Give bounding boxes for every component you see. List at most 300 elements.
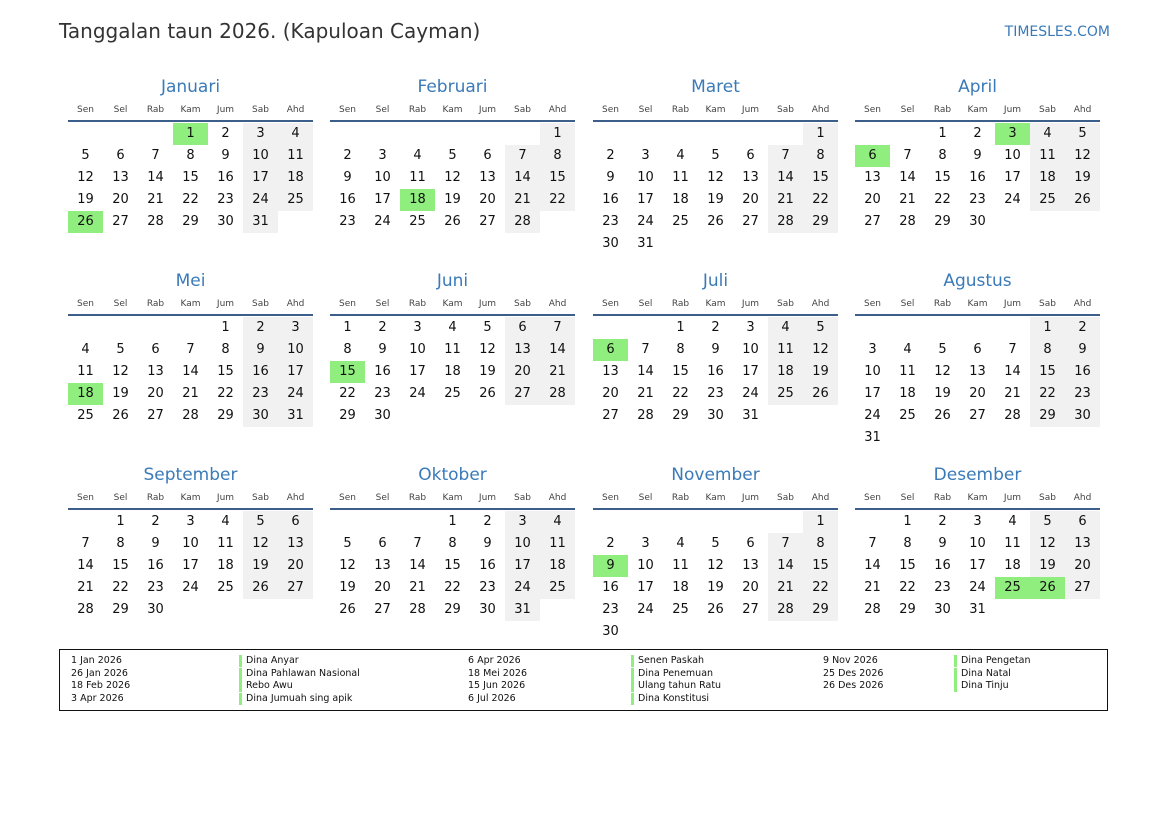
day-cell: 18	[672, 580, 689, 595]
day-cell: 7	[540, 317, 575, 339]
header-rule	[593, 314, 838, 316]
day-cell: 14	[409, 558, 426, 573]
day-cell: 22	[899, 580, 916, 595]
day-cell: 31	[505, 599, 540, 621]
empty-cell	[103, 123, 138, 145]
day-cell: 19	[112, 386, 129, 401]
day-cell: 27	[742, 602, 759, 617]
month-april	[855, 73, 1100, 233]
day-cell: 4	[81, 342, 90, 357]
day-cell: 29	[112, 602, 129, 617]
day-cell: 12	[339, 558, 356, 573]
weekday-label: Jum	[1003, 105, 1022, 115]
day-cell: 16	[374, 364, 391, 379]
day-cell: 11	[672, 558, 689, 573]
weekday-label: Rab	[408, 105, 427, 115]
month-name: Desember	[933, 465, 1022, 485]
day-grid	[330, 317, 575, 427]
weekday-label: Ahd	[1073, 299, 1092, 309]
day-cell: 15	[112, 558, 129, 573]
day-cell: 17	[637, 580, 654, 595]
weekday-header	[68, 100, 313, 120]
day-cell: 31	[637, 236, 654, 251]
day-cell: 27	[112, 214, 129, 229]
day-cell: 3	[413, 320, 422, 335]
day-cell: 12	[803, 339, 838, 361]
day-cell: 5	[116, 342, 125, 357]
day-cell: 17	[1004, 170, 1021, 185]
day-cell: 9	[606, 170, 615, 185]
day-cell: 5	[448, 148, 457, 163]
weekday-label: Kam	[180, 105, 201, 115]
day-cell: 28	[182, 408, 199, 423]
weekday-label: Rab	[146, 299, 165, 309]
weekday-label: Jum	[741, 493, 760, 503]
empty-cell	[593, 317, 628, 339]
weekday-header	[68, 294, 313, 314]
holiday-legend	[59, 649, 1108, 711]
day-cell: 21	[899, 192, 916, 207]
day-cell: 16	[707, 364, 724, 379]
empty-cell	[68, 511, 103, 533]
day-cell: 13	[742, 558, 759, 573]
day-cell: 1	[803, 123, 838, 145]
day-cell: 24	[637, 214, 654, 229]
day-cell: 1	[938, 126, 947, 141]
day-cell: 14	[768, 555, 803, 577]
day-cell: 22	[1030, 383, 1065, 405]
holiday-date: 1 Jan 2026	[71, 655, 122, 666]
day-cell: 8	[221, 342, 230, 357]
month-name: Oktober	[418, 465, 487, 485]
day-cell: 6	[116, 148, 125, 163]
weekday-label: Ahd	[1073, 105, 1092, 115]
day-cell: 29	[339, 408, 356, 423]
day-cell: 2	[606, 148, 615, 163]
header-rule	[68, 120, 313, 122]
day-cell: 20	[374, 580, 391, 595]
day-cell: 13	[479, 170, 496, 185]
day-cell: 31	[243, 211, 278, 233]
day-cell: 19	[707, 580, 724, 595]
day-cell: 20	[969, 386, 986, 401]
day-cell: 24	[409, 386, 426, 401]
weekday-header	[330, 488, 575, 508]
month-mei	[68, 267, 313, 427]
weekday-label: Ahd	[811, 493, 830, 503]
day-cell: 4	[413, 148, 422, 163]
day-cell: 16	[243, 361, 278, 383]
day-cell: 11	[899, 364, 916, 379]
day-grid	[68, 317, 313, 427]
day-cell: 5	[711, 148, 720, 163]
day-cell: 16	[602, 580, 619, 595]
day-cell: 28	[147, 214, 164, 229]
day-cell: 13	[147, 364, 164, 379]
weekday-label: Sen	[77, 493, 94, 503]
weekday-label: Ahd	[286, 493, 305, 503]
day-cell: 12	[1030, 533, 1065, 555]
day-cell: 28	[77, 602, 94, 617]
header-rule	[68, 314, 313, 316]
day-cell: 13	[1065, 533, 1100, 555]
holiday-name: Dina Pahlawan Nasional	[239, 668, 360, 680]
holiday-date: 25 Des 2026	[823, 667, 884, 679]
empty-cell	[890, 317, 925, 339]
day-cell: 14	[147, 170, 164, 185]
weekday-label: Kam	[705, 105, 726, 115]
day-cell: 22	[803, 189, 838, 211]
weekday-label: Sel	[900, 493, 915, 503]
weekday-label: Jum	[478, 105, 497, 115]
day-cell: 2	[243, 317, 278, 339]
day-cell: 23	[602, 602, 619, 617]
day-cell: 30	[374, 408, 391, 423]
day-cell: 18	[278, 167, 313, 189]
day-cell: 19	[243, 555, 278, 577]
day-cell: 4	[768, 317, 803, 339]
day-cell: 22	[339, 386, 356, 401]
weekday-label: Rab	[408, 299, 427, 309]
weekday-label: Rab	[671, 493, 690, 503]
weekday-label: Rab	[146, 493, 165, 503]
day-cell: 1	[903, 514, 912, 529]
day-cell: 10	[1004, 148, 1021, 163]
day-cell: 23	[1065, 383, 1100, 405]
empty-cell	[890, 123, 925, 145]
day-grid	[68, 123, 313, 233]
day-cell: 6	[746, 148, 755, 163]
day-cell: 21	[1004, 386, 1021, 401]
holiday-day-cell: 6	[593, 339, 628, 361]
day-cell: 17	[864, 386, 881, 401]
weekday-label: Ahd	[811, 105, 830, 115]
day-cell: 29	[217, 408, 234, 423]
day-cell: 9	[243, 339, 278, 361]
weekday-label: Ahd	[286, 105, 305, 115]
day-cell: 21	[864, 580, 881, 595]
day-cell: 12	[112, 364, 129, 379]
day-cell: 18	[768, 361, 803, 383]
day-cell: 3	[186, 514, 195, 529]
day-cell: 22	[672, 386, 689, 401]
day-cell: 19	[1030, 555, 1065, 577]
day-cell: 30	[602, 236, 619, 251]
header-rule	[68, 508, 313, 510]
day-cell: 26	[479, 386, 496, 401]
day-cell: 4	[676, 536, 685, 551]
holiday-date: 26 Des 2026	[823, 680, 884, 692]
empty-cell	[593, 123, 628, 145]
empty-cell	[855, 123, 890, 145]
empty-cell	[663, 123, 698, 145]
day-cell: 21	[182, 386, 199, 401]
day-cell: 13	[505, 339, 540, 361]
holiday-date: 15 Jun 2026	[468, 680, 526, 692]
holiday-day-cell: 3	[995, 123, 1030, 145]
day-cell: 5	[1065, 123, 1100, 145]
weekday-label: Sab	[252, 299, 269, 309]
weekday-label: Sel	[113, 493, 128, 503]
day-cell: 24	[505, 577, 540, 599]
holiday-day-cell: 18	[400, 189, 435, 211]
day-cell: 8	[803, 533, 838, 555]
day-cell: 14	[77, 558, 94, 573]
day-cell: 13	[374, 558, 391, 573]
day-grid	[593, 511, 838, 643]
weekday-label: Sab	[777, 299, 794, 309]
empty-cell	[330, 123, 365, 145]
day-cell: 10	[374, 170, 391, 185]
day-cell: 5	[711, 536, 720, 551]
day-cell: 23	[339, 214, 356, 229]
day-cell: 10	[505, 533, 540, 555]
day-cell: 15	[1030, 361, 1065, 383]
weekday-label: Sel	[900, 299, 915, 309]
day-cell: 20	[147, 386, 164, 401]
weekday-label: Sen	[77, 105, 94, 115]
day-cell: 10	[742, 342, 759, 357]
weekday-label: Jum	[478, 299, 497, 309]
day-cell: 16	[147, 558, 164, 573]
day-cell: 17	[637, 192, 654, 207]
day-grid	[330, 511, 575, 621]
day-cell: 9	[483, 536, 492, 551]
day-cell: 27	[742, 214, 759, 229]
day-cell: 26	[1065, 189, 1100, 211]
weekday-label: Sel	[638, 105, 653, 115]
day-grid	[593, 317, 838, 427]
day-cell: 9	[221, 148, 230, 163]
day-cell: 13	[112, 170, 129, 185]
day-cell: 7	[903, 148, 912, 163]
day-cell: 26	[112, 408, 129, 423]
weekday-header	[593, 294, 838, 314]
empty-cell	[855, 317, 890, 339]
day-cell: 5	[343, 536, 352, 551]
day-cell: 3	[641, 148, 650, 163]
weekday-header	[593, 100, 838, 120]
holiday-name: Dina Penemuan	[631, 668, 713, 680]
empty-cell	[400, 123, 435, 145]
month-februari	[330, 73, 575, 233]
day-grid	[855, 511, 1100, 621]
day-cell: 2	[606, 536, 615, 551]
day-cell: 23	[479, 580, 496, 595]
weekday-header	[68, 488, 313, 508]
day-cell: 15	[803, 555, 838, 577]
day-cell: 16	[217, 170, 234, 185]
site-link[interactable]: TIMESLES.COM	[1004, 24, 1110, 40]
holiday-name: Dina Tinju	[954, 680, 1009, 692]
month-name: Januari	[160, 77, 221, 97]
weekday-header	[855, 100, 1100, 120]
header-rule	[855, 120, 1100, 122]
day-cell: 13	[864, 170, 881, 185]
empty-cell	[628, 317, 663, 339]
empty-cell	[925, 317, 960, 339]
month-agustus	[855, 267, 1100, 449]
day-cell: 4	[540, 511, 575, 533]
day-cell: 30	[602, 624, 619, 639]
day-cell: 1	[221, 320, 230, 335]
day-cell: 5	[938, 342, 947, 357]
day-cell: 2	[938, 514, 947, 529]
day-cell: 5	[243, 511, 278, 533]
day-cell: 6	[746, 536, 755, 551]
day-cell: 31	[864, 430, 881, 445]
day-cell: 30	[147, 602, 164, 617]
day-cell: 11	[1004, 536, 1021, 551]
day-cell: 2	[378, 320, 387, 335]
weekday-label: Sen	[602, 299, 619, 309]
day-cell: 21	[637, 386, 654, 401]
day-cell: 4	[903, 342, 912, 357]
day-cell: 24	[864, 408, 881, 423]
day-cell: 26	[243, 577, 278, 599]
weekday-label: Rab	[933, 105, 952, 115]
weekday-label: Jum	[1003, 299, 1022, 309]
day-cell: 10	[182, 536, 199, 551]
day-cell: 11	[672, 170, 689, 185]
weekday-label: Kam	[967, 493, 988, 503]
day-cell: 12	[77, 170, 94, 185]
day-cell: 11	[1030, 145, 1065, 167]
weekday-label: Ahd	[811, 299, 830, 309]
day-cell: 7	[768, 533, 803, 555]
day-cell: 15	[444, 558, 461, 573]
weekday-label: Jum	[216, 493, 235, 503]
weekday-label: Rab	[671, 105, 690, 115]
day-cell: 18	[1030, 167, 1065, 189]
month-name: Maret	[691, 77, 740, 97]
day-cell: 2	[483, 514, 492, 529]
weekday-label: Sen	[864, 105, 881, 115]
day-cell: 20	[505, 361, 540, 383]
empty-cell	[505, 123, 540, 145]
weekday-label: Rab	[671, 299, 690, 309]
day-cell: 19	[77, 192, 94, 207]
day-cell: 19	[803, 361, 838, 383]
day-cell: 30	[969, 214, 986, 229]
day-cell: 25	[409, 214, 426, 229]
weekday-label: Sab	[514, 299, 531, 309]
empty-cell	[768, 123, 803, 145]
month-juni	[330, 267, 575, 427]
day-cell: 8	[540, 145, 575, 167]
weekday-label: Ahd	[548, 105, 567, 115]
day-cell: 22	[217, 386, 234, 401]
day-cell: 26	[707, 214, 724, 229]
day-cell: 12	[444, 170, 461, 185]
day-cell: 9	[343, 170, 352, 185]
holiday-name: Ulang tahun Ratu	[631, 680, 721, 692]
day-cell: 28	[409, 602, 426, 617]
day-cell: 6	[151, 342, 160, 357]
day-cell: 24	[1004, 192, 1021, 207]
day-cell: 16	[339, 192, 356, 207]
day-cell: 2	[711, 320, 720, 335]
day-cell: 4	[448, 320, 457, 335]
day-cell: 25	[899, 408, 916, 423]
day-cell: 17	[409, 364, 426, 379]
day-cell: 29	[444, 602, 461, 617]
header-rule	[593, 120, 838, 122]
month-name: Agustus	[943, 271, 1012, 291]
day-cell: 29	[899, 602, 916, 617]
day-cell: 8	[448, 536, 457, 551]
month-name: November	[671, 465, 760, 485]
day-cell: 3	[746, 320, 755, 335]
day-cell: 15	[217, 364, 234, 379]
day-cell: 17	[742, 364, 759, 379]
day-cell: 26	[707, 602, 724, 617]
day-cell: 6	[483, 148, 492, 163]
weekday-label: Sen	[77, 299, 94, 309]
day-cell: 18	[217, 558, 234, 573]
holiday-date: 18 Feb 2026	[71, 680, 131, 692]
day-cell: 20	[602, 386, 619, 401]
day-cell: 4	[1030, 123, 1065, 145]
day-cell: 31	[278, 405, 313, 427]
day-cell: 18	[672, 192, 689, 207]
day-cell: 4	[278, 123, 313, 145]
day-cell: 2	[1065, 317, 1100, 339]
day-cell: 27	[479, 214, 496, 229]
day-cell: 30	[707, 408, 724, 423]
day-cell: 10	[637, 170, 654, 185]
day-cell: 23	[602, 214, 619, 229]
day-cell: 11	[217, 536, 234, 551]
day-cell: 6	[378, 536, 387, 551]
day-cell: 22	[182, 192, 199, 207]
day-cell: 12	[479, 342, 496, 357]
day-cell: 28	[505, 211, 540, 233]
day-cell: 3	[641, 536, 650, 551]
holiday-date: 6 Jul 2026	[468, 693, 516, 705]
day-cell: 6	[973, 342, 982, 357]
day-cell: 9	[973, 148, 982, 163]
day-cell: 11	[409, 170, 426, 185]
empty-cell	[138, 317, 173, 339]
day-cell: 23	[147, 580, 164, 595]
day-cell: 7	[768, 145, 803, 167]
holiday-name: Senen Paskah	[631, 655, 704, 667]
holiday-date: 26 Jan 2026	[71, 667, 128, 679]
day-cell: 31	[742, 408, 759, 423]
day-cell: 16	[479, 558, 496, 573]
holiday-name: Dina Natal	[954, 668, 1011, 680]
month-name: Mei	[175, 271, 206, 291]
holiday-day-cell: 1	[173, 123, 208, 145]
day-cell: 11	[540, 533, 575, 555]
day-cell: 28	[899, 214, 916, 229]
weekday-label: Kam	[967, 105, 988, 115]
month-oktober	[330, 461, 575, 621]
weekday-label: Sen	[339, 493, 356, 503]
weekday-label: Sab	[777, 105, 794, 115]
day-cell: 25	[444, 386, 461, 401]
day-cell: 5	[803, 317, 838, 339]
day-cell: 2	[221, 126, 230, 141]
day-cell: 27	[864, 214, 881, 229]
weekday-label: Sel	[375, 299, 390, 309]
empty-cell	[435, 123, 470, 145]
day-cell: 12	[707, 170, 724, 185]
day-cell: 14	[1004, 364, 1021, 379]
weekday-label: Kam	[442, 493, 463, 503]
day-cell: 12	[1065, 145, 1100, 167]
